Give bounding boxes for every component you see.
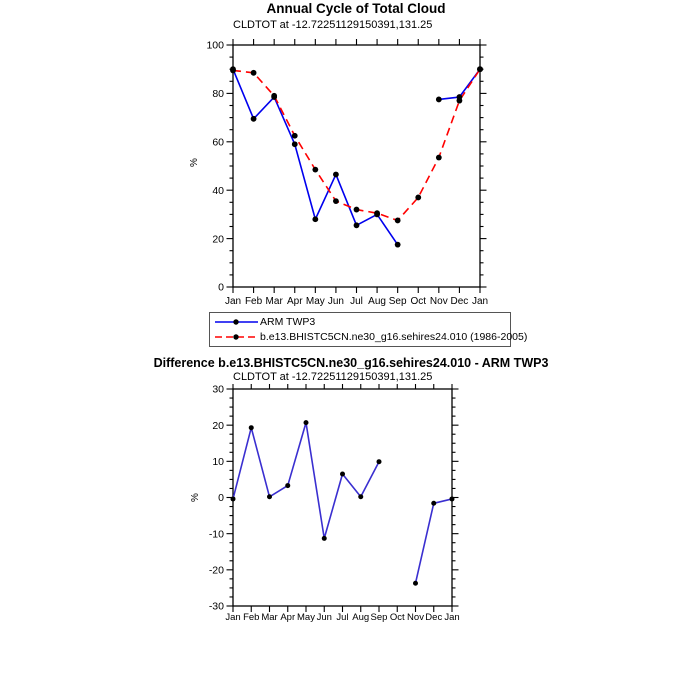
svg-text:Jan: Jan [444, 612, 460, 623]
svg-text:Apr: Apr [286, 296, 303, 307]
svg-text:-10: -10 [208, 528, 224, 541]
bottom-chart-title: Difference b.e13.BHISTC5CN.ne30_g16.sehires24.010 - ARM TWP3 [153, 356, 549, 370]
legend-label-obs: ARM TWP3 [260, 315, 316, 328]
svg-text:May: May [297, 612, 315, 623]
top-chart-y-axis-label: % [188, 158, 200, 167]
svg-text:-30: -30 [208, 600, 224, 613]
svg-text:Sep: Sep [370, 612, 388, 623]
svg-text:60: 60 [212, 136, 224, 149]
svg-text:0: 0 [218, 281, 224, 294]
legend-item-model [213, 329, 528, 344]
svg-text:Sep: Sep [388, 296, 407, 307]
svg-text:40: 40 [212, 184, 224, 197]
bottom-chart-canvas [180, 384, 520, 634]
top-chart-canvas [180, 33, 520, 318]
svg-text:Aug: Aug [352, 612, 370, 623]
svg-text:10: 10 [212, 456, 224, 469]
top-chart-title: Annual Cycle of Total Cloud [266, 1, 446, 16]
bottom-chart-subtitle: CLDTOT at -12.72251129150391,131.25 [233, 371, 433, 383]
svg-text:20: 20 [212, 419, 224, 432]
svg-text:-20: -20 [208, 564, 224, 577]
legend-label-model: b.e13.BHISTC5CN.ne30_g16.sehires24.010 (1986-2005) [260, 330, 528, 343]
svg-text:Jul: Jul [350, 296, 363, 307]
svg-text:Mar: Mar [265, 296, 283, 307]
legend-line-model-icon [213, 331, 259, 343]
svg-text:Jun: Jun [327, 296, 344, 307]
svg-text:Aug: Aug [368, 296, 386, 307]
legend-line-obs-icon [213, 316, 259, 328]
svg-text:Dec: Dec [450, 296, 469, 307]
legend-item-arm-twp3 [213, 314, 510, 329]
svg-text:20: 20 [212, 233, 224, 246]
svg-text:Nov: Nov [407, 612, 424, 623]
svg-text:May: May [305, 296, 325, 307]
svg-text:Oct: Oct [389, 612, 405, 623]
top-chart-subtitle: CLDTOT at -12.72251129150391,131.25 [233, 19, 433, 31]
bottom-chart-y-axis-label: % [189, 493, 201, 502]
svg-text:Jan: Jan [471, 296, 489, 307]
legend-box [209, 312, 528, 347]
svg-text:30: 30 [212, 384, 224, 396]
svg-text:80: 80 [212, 88, 224, 101]
svg-text:0: 0 [218, 492, 224, 505]
svg-text:Dec: Dec [425, 612, 443, 623]
svg-text:Nov: Nov [429, 296, 448, 307]
svg-text:Feb: Feb [244, 296, 263, 307]
svg-text:Jul: Jul [336, 612, 349, 623]
svg-text:Oct: Oct [410, 296, 427, 307]
svg-text:100: 100 [206, 39, 224, 52]
svg-text:Jan: Jan [225, 612, 241, 623]
svg-text:Feb: Feb [243, 612, 260, 623]
svg-text:Apr: Apr [280, 612, 296, 623]
svg-text:Jun: Jun [316, 612, 332, 623]
svg-text:Jan: Jan [224, 296, 242, 307]
svg-text:Mar: Mar [261, 612, 278, 623]
